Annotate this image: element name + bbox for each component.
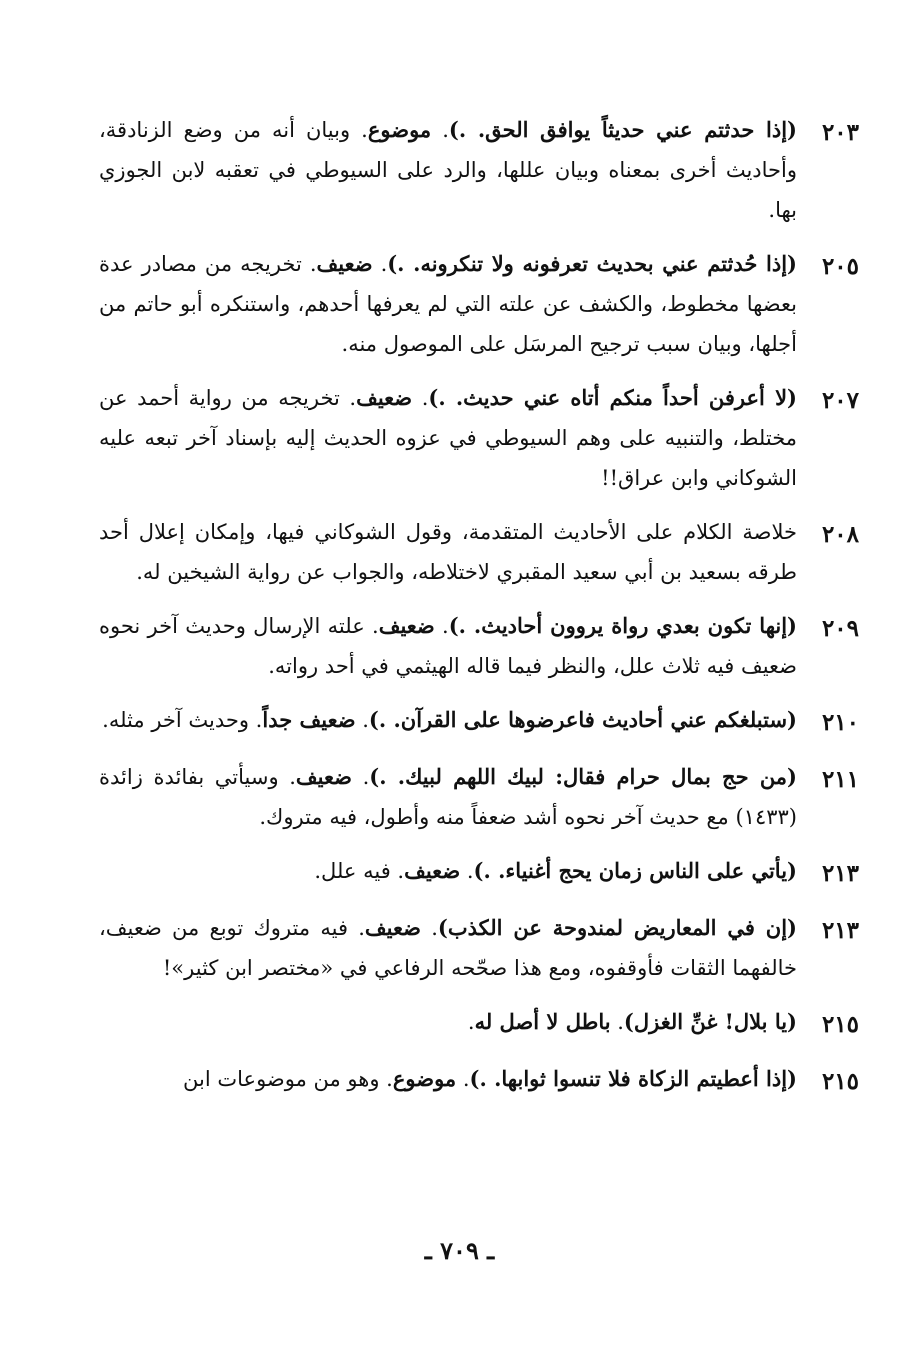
hadith-grade: باطل لا أصل له [474,1009,611,1034]
entry-note: . وهو من موضوعات ابن [183,1067,393,1091]
hadith-text: (إذا أعطيتم الزكاة فلا تنسوا ثوابها. .) [469,1066,797,1091]
entry-text [99,757,797,837]
entry-text [99,1002,797,1042]
hadith-text: (إذا حدثتم عني حديثاً يوافق الحق. .) [448,117,797,142]
hadith-grade: ضعيف [316,251,373,276]
separator: . [456,1067,470,1091]
separator: . [431,118,449,142]
hadith-text: (إن في المعاريض لمندوحة عن الكذب) [437,915,797,940]
hadith-text: (يأتي على الناس زمان يحج أغنياء. .) [473,858,797,883]
separator: . [355,708,369,732]
hadith-grade: ضعيف [404,858,461,883]
entry-number: ٢٠٣ [821,119,859,146]
hadith-text: (يا بلال! غنِّ الغزل) [623,1009,797,1034]
entry-note: . [467,1010,475,1034]
entry-213-b [99,908,859,988]
entry-205 [99,244,859,364]
entry-note: . فيه متروك توبع من ضعيف، خالفهما الثقات فأوقفوه، ومع هذا صحّحه الرفاعي في «مختصر ابن كثير»! [99,916,797,980]
entry-note: . علته الإرسال وحديث آخر نحوه ضعيف فيه ثلاث علل، والنظر فيما قاله الهيثمي في أحد رواته. [99,614,797,678]
entry-note: . فيه علل. [314,859,405,883]
hadith-text: (لا أعرفن أحداً منكم أتاه عني حديث. .) [428,385,797,410]
separator: . [412,386,429,410]
hadith-grade: موضوع [367,117,432,142]
hadith-text: (من حج بمال حرام فقال: لبيك اللهم لبيك. .) [369,764,797,789]
entry-number: ٢١٣ [821,860,859,887]
hadith-text: (إنها تكون بعدي رواة يروون أحاديث. .) [448,613,797,638]
hadith-text: (ستبلغكم عني أحاديث فاعرضوها على القرآن. .) [368,707,797,732]
entry-number: ٢٠٨ [821,521,859,548]
entry-text [99,110,797,230]
hadith-grade: ضعيف [295,764,352,789]
entry-number: ٢١٠ [821,709,859,736]
entry-note: . وبيان أنه من وضع الزنادقة، وأحاديث أخرى بمعناه وبيان عللها، والرد على السيوطي في تعقبه لابن الجوزي بها. [99,118,797,222]
hadith-grade: ضعيف جداً [262,707,356,732]
page-number: ـ ٧٠٩ ـ [424,1236,495,1265]
entry-209 [99,606,859,686]
separator: . [420,916,438,940]
entry-215-b [99,1059,859,1102]
index-page [99,110,859,1116]
entry-211 [99,757,859,837]
entry-203 [99,110,859,230]
entry-215-a [99,1002,859,1045]
separator: . [351,765,370,789]
entry-number: ٢١٣ [821,917,859,944]
entry-number: ٢١١ [821,766,859,793]
entry-213-a [99,851,859,894]
entry-number: ٢٠٥ [821,253,859,280]
entry-note: . تخريجه من مصادر عدة بعضها مخطوط، والكشف عن علته التي لم يعرفها أحدهم، واستنكره أبو حاتم من أجلها، وبيان سبب ترجيح المرسَل على الموصول منه. [99,252,797,356]
entry-text [99,512,797,592]
entry-number: ٢٠٧ [821,387,859,414]
separator: . [372,252,388,276]
hadith-grade: موضوع [392,1066,457,1091]
entry-note: . تخريجه من رواية أحمد عن مختلط، والتنبيه على وهم السيوطي في عزوه الحديث إليه بإسناد آخر تبعه عليه الشوكاني وابن عراق!! [99,386,797,490]
entry-note: . وسيأتي بفائدة زائدة (١٤٣٣) مع حديث آخر نحوه أشد ضعفاً منه وأطول، فيه متروك. [99,765,797,829]
entry-207 [99,378,859,498]
entry-208 [99,512,859,592]
separator: . [460,859,474,883]
entry-text [99,700,797,740]
hadith-grade: ضعيف [364,915,421,940]
entry-text [99,378,797,498]
entry-text [99,1059,797,1099]
entry-text [99,244,797,364]
separator: . [434,614,449,638]
hadith-grade: ضعيف [378,613,435,638]
entry-text [99,851,797,891]
entry-number: ٢٠٩ [821,615,859,642]
entry-text [99,908,797,988]
hadith-grade: ضعيف [356,385,413,410]
hadith-text: (إذا حُدثتم عني بحديث تعرفونه ولا تنكرونه. .) [387,251,797,276]
entry-number: ٢١٥ [821,1068,859,1095]
entry-text [99,606,797,686]
entry-note: . وحديث آخر مثله. [102,708,263,732]
entry-number: ٢١٥ [821,1011,859,1038]
entry-note: خلاصة الكلام على الأحاديث المتقدمة، وقول الشوكاني فيها، وإمكان إعلال أحد طرقه بسعيد بن أبي سعيد المقبري لاختلاطه، والجواب عن رواية الشيخين له. [99,520,797,584]
separator: . [610,1010,624,1034]
entry-210 [99,700,859,743]
